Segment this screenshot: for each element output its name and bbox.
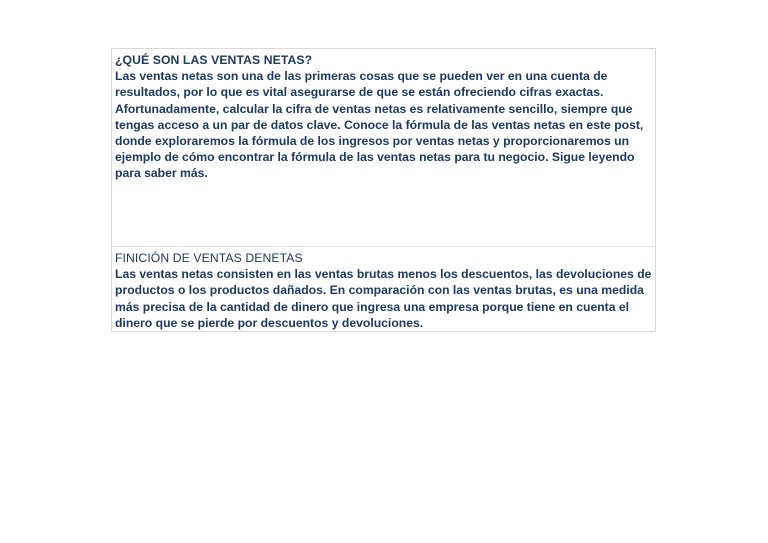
section-paragraph: Las ventas netas consisten en las ventas brutas menos los descuentos, las devoluciones de productos o los productos dañados. En comparación con las ventas brutas, es una medida más precisa de la cantidad de dinero que ingresa una empresa porque tiene en cuenta el dinero que se pierde por descuentos y devoluciones. bbox=[115, 267, 652, 330]
section-net-sales-definition bbox=[112, 247, 655, 331]
section-paragraph: Las ventas netas son una de las primeras cosas que se pueden ver en una cuenta de resultados, por lo que es vital asegurarse de que se están ofreciendo cifras exactas. Afortunadamente, calcular la cifra de ventas netas es relativamente sencillo, siempre que tengas acceso a un par de datos clave. Conoce la fórmula de las ventas netas en este post, donde exploraremos la fórmula de los ingresos por ventas netas y proporcionaremos un ejemplo de cómo encontrar la fórmula de las ventas netas para tu negocio. Sigue leyendo para saber más. bbox=[115, 69, 644, 181]
section-heading: ¿QUÉ SON LAS VENTAS NETAS? bbox=[115, 53, 313, 67]
document-table bbox=[111, 48, 656, 332]
section-what-are-net-sales bbox=[112, 49, 655, 247]
section-heading: FINICIÓN DE VENTAS DENETAS bbox=[115, 251, 303, 265]
